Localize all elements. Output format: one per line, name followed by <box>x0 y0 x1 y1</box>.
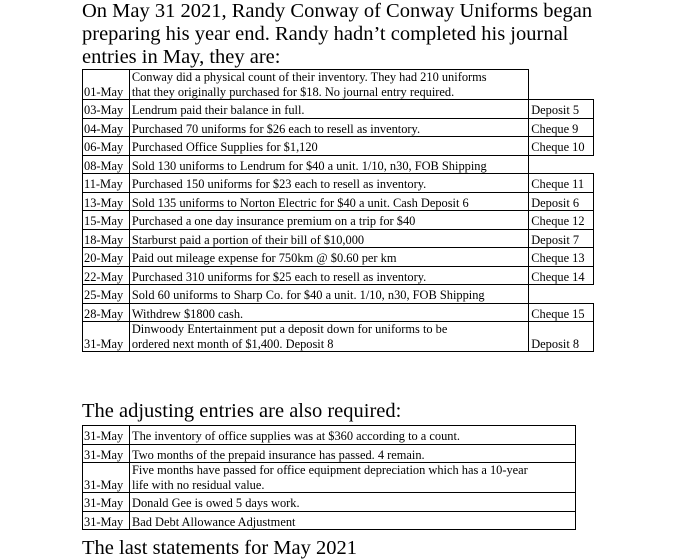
entry-date: 31-May <box>83 493 130 512</box>
entry-reference: Cheque 9 <box>529 118 594 137</box>
entry-date: 18-May <box>83 229 130 248</box>
intro-line: entries in May, they are: <box>82 46 281 68</box>
entry-date: 31-May <box>83 322 130 352</box>
adjusting-entries-table <box>82 425 576 530</box>
entry-description: Purchased 150 uniforms for $23 each to resell as inventory. <box>129 174 528 193</box>
table-row <box>83 285 594 304</box>
table-row <box>83 511 576 530</box>
adjusting-heading: The adjusting entries are also required: <box>82 400 402 422</box>
entry-description: Purchased Office Supplies for $1,120 <box>129 137 528 156</box>
entry-reference <box>529 285 594 304</box>
entry-date: 28-May <box>83 303 130 322</box>
entry-reference <box>529 155 594 174</box>
table-row <box>83 303 594 322</box>
table-row <box>83 248 594 267</box>
entry-description: The inventory of office supplies was at $360 according to a count. <box>130 426 576 445</box>
table-row <box>83 192 594 211</box>
entry-reference <box>529 70 594 100</box>
entry-reference: Deposit 5 <box>529 100 594 119</box>
entry-reference: Deposit 7 <box>529 229 594 248</box>
entry-date: 04-May <box>83 118 130 137</box>
entry-description: Starburst paid a portion of their bill of $10,000 <box>129 229 528 248</box>
entry-description: Bad Debt Allowance Adjustment <box>130 511 576 530</box>
entry-reference: Cheque 15 <box>529 303 594 322</box>
entry-description: Conway did a physical count of their inventory. They had 210 uniforms that they originally purchased for $18. No journal entry required. <box>129 70 528 100</box>
table-row <box>83 70 594 100</box>
entry-description: Sold 130 uniforms to Lendrum for $40 a unit. 1/10, n30, FOB Shipping <box>129 155 528 174</box>
table-row <box>83 118 594 137</box>
entry-date: 22-May <box>83 266 130 285</box>
entry-reference: Cheque 10 <box>529 137 594 156</box>
table-row <box>83 426 576 445</box>
table-row <box>83 493 576 512</box>
table-row <box>83 444 576 463</box>
entry-reference: Cheque 12 <box>529 211 594 230</box>
entry-description: Dinwoody Entertainment put a deposit down for uniforms to be ordered next month of $1,400. Deposit 8 <box>129 322 528 352</box>
entry-date: 15-May <box>83 211 130 230</box>
table-row <box>83 155 594 174</box>
entry-description: Purchased a one day insurance premium on a trip for $40 <box>129 211 528 230</box>
entry-date: 08-May <box>83 155 130 174</box>
entry-reference: Cheque 14 <box>529 266 594 285</box>
entry-description: Lendrum paid their balance in full. <box>129 100 528 119</box>
entry-description: Paid out mileage expense for 750km @ $0.60 per km <box>129 248 528 267</box>
entry-reference: Cheque 11 <box>529 174 594 193</box>
entry-date: 01-May <box>83 70 130 100</box>
entry-description: Withdrew $1800 cash. <box>129 303 528 322</box>
entry-date: 03-May <box>83 100 130 119</box>
entry-description: Sold 60 uniforms to Sharp Co. for $40 a unit. 1/10, n30, FOB Shipping <box>129 285 528 304</box>
entry-description: Purchased 70 uniforms for $26 each to resell as inventory. <box>129 118 528 137</box>
intro-line: preparing his year end. Randy hadn’t completed his journal <box>82 23 569 45</box>
entry-description: Purchased 310 uniforms for $25 each to resell as inventory. <box>129 266 528 285</box>
entry-date: 31-May <box>83 511 130 530</box>
entry-description: Sold 135 uniforms to Norton Electric for $40 a unit. Cash Deposit 6 <box>129 192 528 211</box>
entry-reference: Deposit 8 <box>529 322 594 352</box>
entry-description: Two months of the prepaid insurance has passed. 4 remain. <box>130 444 576 463</box>
entry-date: 31-May <box>83 426 130 445</box>
table-row <box>83 137 594 156</box>
entry-reference: Cheque 13 <box>529 248 594 267</box>
entry-description: Five months have passed for office equipment depreciation which has a 10-year life with no residual value. <box>130 463 576 493</box>
table-row <box>83 174 594 193</box>
intro-paragraph <box>82 0 642 69</box>
entry-date: 13-May <box>83 192 130 211</box>
table-row <box>83 229 594 248</box>
entry-date: 31-May <box>83 463 130 493</box>
entry-date: 31-May <box>83 444 130 463</box>
table-row <box>83 322 594 352</box>
entry-date: 11-May <box>83 174 130 193</box>
table-row <box>83 266 594 285</box>
may-journal-table <box>82 69 594 352</box>
entry-date: 25-May <box>83 285 130 304</box>
table-row <box>83 211 594 230</box>
entry-date: 06-May <box>83 137 130 156</box>
cutoff-text: The last statements for May 2021 <box>82 537 357 559</box>
table-row <box>83 463 576 493</box>
entry-reference: Deposit 6 <box>529 192 594 211</box>
entry-date: 20-May <box>83 248 130 267</box>
entry-description: Donald Gee is owed 5 days work. <box>130 493 576 512</box>
table-row <box>83 100 594 119</box>
intro-line: On May 31 2021, Randy Conway of Conway Uniforms began <box>82 0 593 22</box>
